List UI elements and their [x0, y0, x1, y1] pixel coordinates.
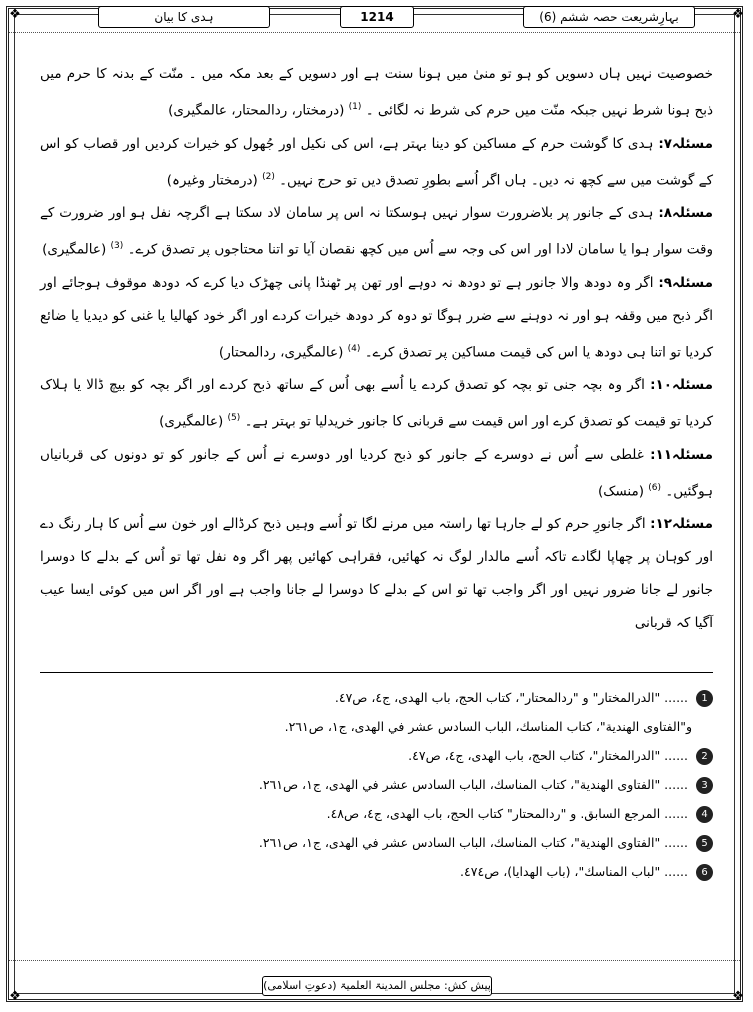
source-reference: (منسک) — [598, 483, 644, 499]
source-reference: (درمختار، ردالمحتار، عالمگیری) — [168, 102, 345, 119]
corner-ornament-icon: ❖ — [9, 989, 21, 1004]
footnote-marker: (6) — [648, 482, 662, 493]
footnote — [40, 684, 713, 711]
issue-heading: مسئلہ۷: — [658, 135, 714, 152]
footnote-marker: (1) — [348, 102, 362, 112]
main-text — [40, 58, 713, 640]
corner-ornament-icon: ❖ — [732, 989, 744, 1004]
paragraph-text: ہدی کے جانور پر بلاضرورت سوار نہیں ہوسکتا نہ اس پر سامان لاد سکتا ہے اگرچہ نفل ہو اور ضرورت کے وقت سوار ہوا یا سامان لادا اور اس کی وجہ سے اُس میں کچھ نقصان آیا تو اتنا محتاجوں پر تصدق کرے۔ — [40, 205, 713, 258]
paragraph-text: اگر وہ بچہ جنی تو بچہ کو تصدق کردے یا اُسے بھی اُس کے ساتھ ذبح کردے اور اگر بچہ کو بیچ ڈالا یا ہلاک کردیا تو قیمت کو تصدق کرے اور اس قیمت سے قربانی کا جانور خریدلیا تو بہتر ہے۔ — [40, 377, 713, 430]
footnote-marker: (4) — [347, 343, 361, 354]
footnote-number: 1 — [696, 690, 713, 707]
corner-ornament-icon: ❖ — [9, 7, 21, 22]
footnotes — [40, 684, 713, 887]
footnote-number: 2 — [696, 748, 713, 765]
paragraph — [40, 197, 713, 267]
paragraph — [40, 58, 713, 128]
footnote-text: ...... "الدرالمختار"، كتاب الحج، باب الهدى، ج٤، ص٤٧. — [408, 748, 689, 763]
footnote-text: ...... المرجع السابق. و "ردالمحتار" كتاب الحج، باب الهدى، ج٤، ص٤٨. — [326, 806, 689, 821]
paragraph — [40, 508, 713, 640]
footnote-text: ...... "الدرالمختار" و "ردالمحتار"، كتاب الحج، باب الهدى، ج٤، ص٤٧. — [334, 690, 689, 705]
issue-heading: مسئلہ۱۱: — [650, 446, 714, 463]
corner-ornament-icon: ❖ — [732, 7, 744, 22]
source-reference: (عالمگیری) — [159, 413, 224, 430]
footnote-marker: (3) — [110, 241, 124, 251]
footnote-marker: (2) — [262, 171, 275, 182]
source-reference: (درمختار وغیرہ) — [166, 172, 258, 188]
footnote-number: 5 — [696, 835, 713, 852]
issue-heading: مسئلہ۱۰: — [650, 377, 713, 393]
issue-heading: مسئلہ۱۲: — [650, 516, 713, 532]
footnote-number: 4 — [696, 806, 713, 823]
paragraph — [40, 267, 713, 370]
footnote-separator — [40, 672, 713, 673]
paragraph-text: غلطی سے اُس نے دوسرے کے جانور کو ذبح کردیا اور دوسرے نے اُس کے جانور کو تو دونوں کی قربانیاں ہوگئیں۔ — [40, 446, 713, 499]
footnote-text: و"الفتاوى الهندية"، كتاب المناسك، الباب السادس عشر في الهدى، ج١، ص٢٦١. — [284, 719, 692, 734]
footnote-text: ...... "الفتاوى الهندية"، كتاب المناسك، الباب السادس عشر في الهدى، ج١، ص٢٦١. — [258, 835, 689, 850]
paragraph — [40, 128, 713, 198]
footnote-number: 6 — [696, 864, 713, 881]
footer-ornament-line — [9, 960, 740, 965]
footnote-text: ...... "لباب المناسك"، (باب الهدايا)، ص٤٧٤. — [460, 864, 689, 879]
paragraph — [40, 439, 713, 509]
page-number: 1214 — [340, 6, 414, 28]
paragraph-text: اگر وہ دودھ والا جانور ہے تو دودھ نہ دوہے اور تھن پر ٹھنڈا پانی چھڑک دیا کرے کہ دودھ موقوف ہوجائے اور اگر ذبح میں وقفہ ہو اور نہ دوہنے سے ضرر ہوگا تو دوہ کر دودھ خیرات کردے اور اگر خود کھالیا یا غنی کو دیدیا یا ضائع کردیا تو اتنا ہی دودھ یا اس کی قیمت مساکین پر تصدق کرے۔ — [40, 274, 713, 360]
footnote — [40, 800, 713, 827]
footnote — [40, 771, 713, 798]
chapter-title: ہدی کا بیان — [98, 6, 270, 28]
source-reference: (عالمگیری) — [42, 241, 107, 258]
header-ornament-line — [9, 32, 740, 37]
page-header — [28, 4, 725, 28]
paragraph-text: خصوصیت نہیں ہاں دسویں کو ہو تو منیٰ میں ہونا سنت ہے اور دسویں کے بعد مکہ میں ۔ منّت کے بدنہ کا حرم میں ذبح ہونا شرط نہیں جبکہ منّت میں حرم کی شرط نہ لگائی ۔ — [40, 66, 713, 119]
publisher-footer: پیش کش: مجلس المدینۃ العلمیۃ (دعوتِ اسلامی) — [262, 976, 492, 996]
footnote — [40, 829, 713, 856]
paragraph-text: اگر جانورِ حرم کو لے جارہا تھا راستہ میں مرنے لگا تو اُسے وہیں ذبح کرڈالے اور خون سے اُس کا ہار رنگ دے اور کوہان پر چھاپا لگادے تاکہ اُسے مالدار لوگ نہ کھائیں، فقراہی کھائیں پھر اگر وہ نفل تھا تو اُس کے بدلے کا دوسرا جانور لے جانا ضرور نہیں اور اگر واجب تھا تو اس کے بدلے کا دوسرا لے جانا واجب ہے اور اگر اس میں کوئی ایسا عیب آگیا کہ قربانی — [40, 516, 713, 631]
issue-heading: مسئلہ۸: — [658, 205, 713, 221]
footnote — [40, 713, 713, 740]
footnote-marker: (5) — [227, 413, 241, 423]
footnote-text: ...... "الفتاوى الهندية"، كتاب المناسك، الباب السادس عشر في الهدى، ج١، ص٢٦١. — [258, 777, 689, 792]
book-title: بہارِشریعت حصہ ششم (6) — [523, 6, 695, 28]
paragraph — [40, 369, 713, 439]
paragraph-text: ہدی کا گوشت حرم کے مساکین کو دینا بہتر ہے، اس کی نکیل اور جُھول کو خیرات کردیں اور قصاب کو اس کے گوشت میں سے کچھ نہ دیں۔ ہاں اگر اُسے بطورِ تصدق دیں تو حرج نہیں۔ — [40, 135, 713, 188]
footnote-number: 3 — [696, 777, 713, 794]
footnote — [40, 742, 713, 769]
source-reference: (عالمگیری، ردالمحتار) — [218, 344, 344, 360]
issue-heading: مسئلہ۹: — [658, 274, 713, 291]
footnote — [40, 858, 713, 885]
